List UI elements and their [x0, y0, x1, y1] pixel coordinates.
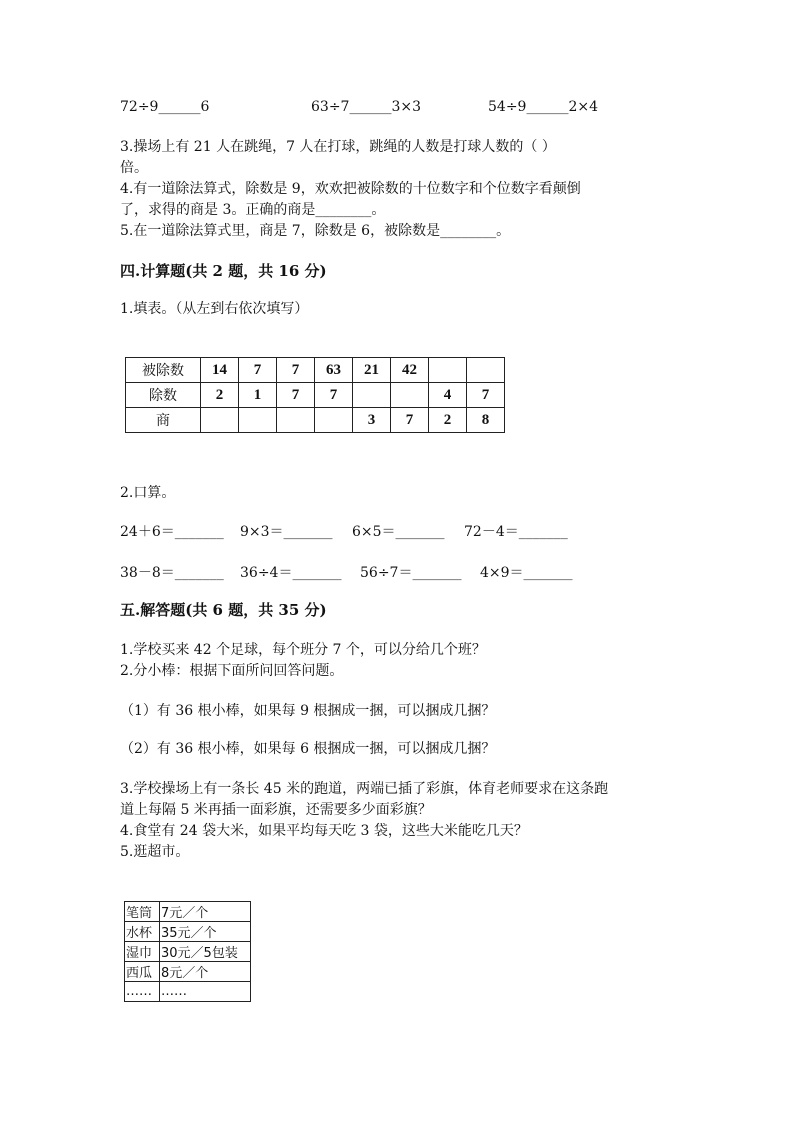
table-cell-blank	[277, 408, 315, 433]
oral-calc-item: 38－8＝_______	[120, 565, 224, 581]
item-name: 水杯	[125, 922, 160, 942]
table-cell: 2	[201, 383, 239, 408]
item-name: 西瓜	[125, 962, 160, 982]
table-row	[125, 922, 251, 942]
row-label-quotient: 商	[126, 408, 201, 433]
item-name: 湿巾	[125, 942, 160, 962]
row-label-divisor: 除数	[126, 383, 201, 408]
table-row	[125, 942, 251, 962]
price-table	[124, 901, 251, 1002]
table-cell: 14	[201, 358, 239, 383]
section-5-question-3-line-1: 3.学校操场上有一条长 45 米的跑道，两端已插了彩旗，体育老师要求在这条跑	[120, 781, 609, 797]
table-cell-blank	[239, 408, 277, 433]
compare-item-3: 54÷9______2×4	[488, 99, 598, 115]
question-4-line-2: 了，求得的商是 3。正确的商是________。	[120, 202, 386, 218]
table-row	[125, 982, 251, 1002]
oral-calc-item: 24＋6＝_______	[120, 524, 224, 540]
oral-calc-item: 56÷7＝_______	[360, 565, 462, 581]
table-cell: 4	[429, 383, 467, 408]
table-cell-blank	[353, 383, 391, 408]
table-cell: 7	[239, 358, 277, 383]
section-5-question-2-sub-2: （2）有 36 根小棒，如果每 6 根捆成一捆，可以捆成几捆？	[120, 741, 496, 757]
table-cell: 1	[239, 383, 277, 408]
table-cell: 8	[467, 408, 505, 433]
item-price: 30元／5包装	[160, 942, 251, 962]
oral-calc-item: 72－4＝_______	[464, 524, 568, 540]
table-cell-blank	[429, 358, 467, 383]
oral-calc-item: 4×9＝_______	[480, 565, 573, 581]
item-price: 35元／个	[160, 922, 251, 942]
question-3-line-1: 3.操场上有 21 人在跳绳，7 人在打球，跳绳的人数是打球人数的（ ）	[120, 139, 556, 155]
table-cell: 42	[391, 358, 429, 383]
item-price: ……	[160, 982, 251, 1002]
section-5-question-1: 1.学校买来 42 个足球，每个班分 7 个，可以分给几个班？	[120, 642, 486, 658]
question-3-line-2: 倍。	[120, 160, 148, 176]
table-cell: 7	[391, 408, 429, 433]
item-price: 8元／个	[160, 962, 251, 982]
item-name: ……	[125, 982, 160, 1002]
compare-item-1: 72÷9______6	[120, 99, 210, 115]
question-4-line-1: 4.有一道除法算式，除数是 9，欢欢把被除数的十位数字和个位数字看颠倒	[120, 181, 581, 197]
table-cell-blank	[467, 358, 505, 383]
table-cell: 7	[277, 358, 315, 383]
table-row	[125, 902, 251, 922]
table-cell: 7	[277, 383, 315, 408]
compare-item-2: 63÷7______3×3	[311, 99, 421, 115]
division-fill-table	[125, 357, 505, 433]
question-5: 5.在一道除法算式里，商是 7，除数是 6，被除数是________。	[120, 223, 511, 239]
section-5-question-5: 5.逛超市。	[120, 844, 190, 860]
table-row-dividend	[126, 358, 505, 383]
table-cell: 2	[429, 408, 467, 433]
item-name: 笔筒	[125, 902, 160, 922]
section-4-question-1: 1.填表。（从左到右依次填写）	[120, 301, 309, 317]
table-cell: 63	[315, 358, 353, 383]
section-5-question-2-sub-1: （1）有 36 根小棒，如果每 9 根捆成一捆，可以捆成几捆？	[120, 703, 496, 719]
section-4-heading: 四.计算题(共 2 题，共 16 分)	[120, 262, 327, 280]
section-5-question-3-line-2: 道上每隔 5 米再插一面彩旗，还需要多少面彩旗？	[120, 802, 432, 818]
table-cell: 21	[353, 358, 391, 383]
table-cell: 7	[467, 383, 505, 408]
table-cell-blank	[201, 408, 239, 433]
table-cell-blank	[391, 383, 429, 408]
row-label-dividend: 被除数	[126, 358, 201, 383]
oral-calc-item: 6×5＝_______	[352, 524, 445, 540]
table-row	[125, 962, 251, 982]
table-row-divisor	[126, 383, 505, 408]
table-row-quotient	[126, 408, 505, 433]
item-price: 7元／个	[160, 902, 251, 922]
oral-calc-item: 9×3＝_______	[240, 524, 333, 540]
section-5-question-4: 4.食堂有 24 袋大米，如果平均每天吃 3 袋，这些大米能吃几天？	[120, 823, 528, 839]
table-cell-blank	[315, 408, 353, 433]
oral-calc-item: 36÷4＝_______	[240, 565, 342, 581]
table-cell: 3	[353, 408, 391, 433]
section-4-question-2: 2.口算。	[120, 485, 176, 501]
table-cell: 7	[315, 383, 353, 408]
section-5-question-2: 2.分小棒：根据下面所问回答问题。	[120, 663, 344, 679]
section-5-heading: 五.解答题(共 6 题，共 35 分)	[120, 601, 327, 619]
